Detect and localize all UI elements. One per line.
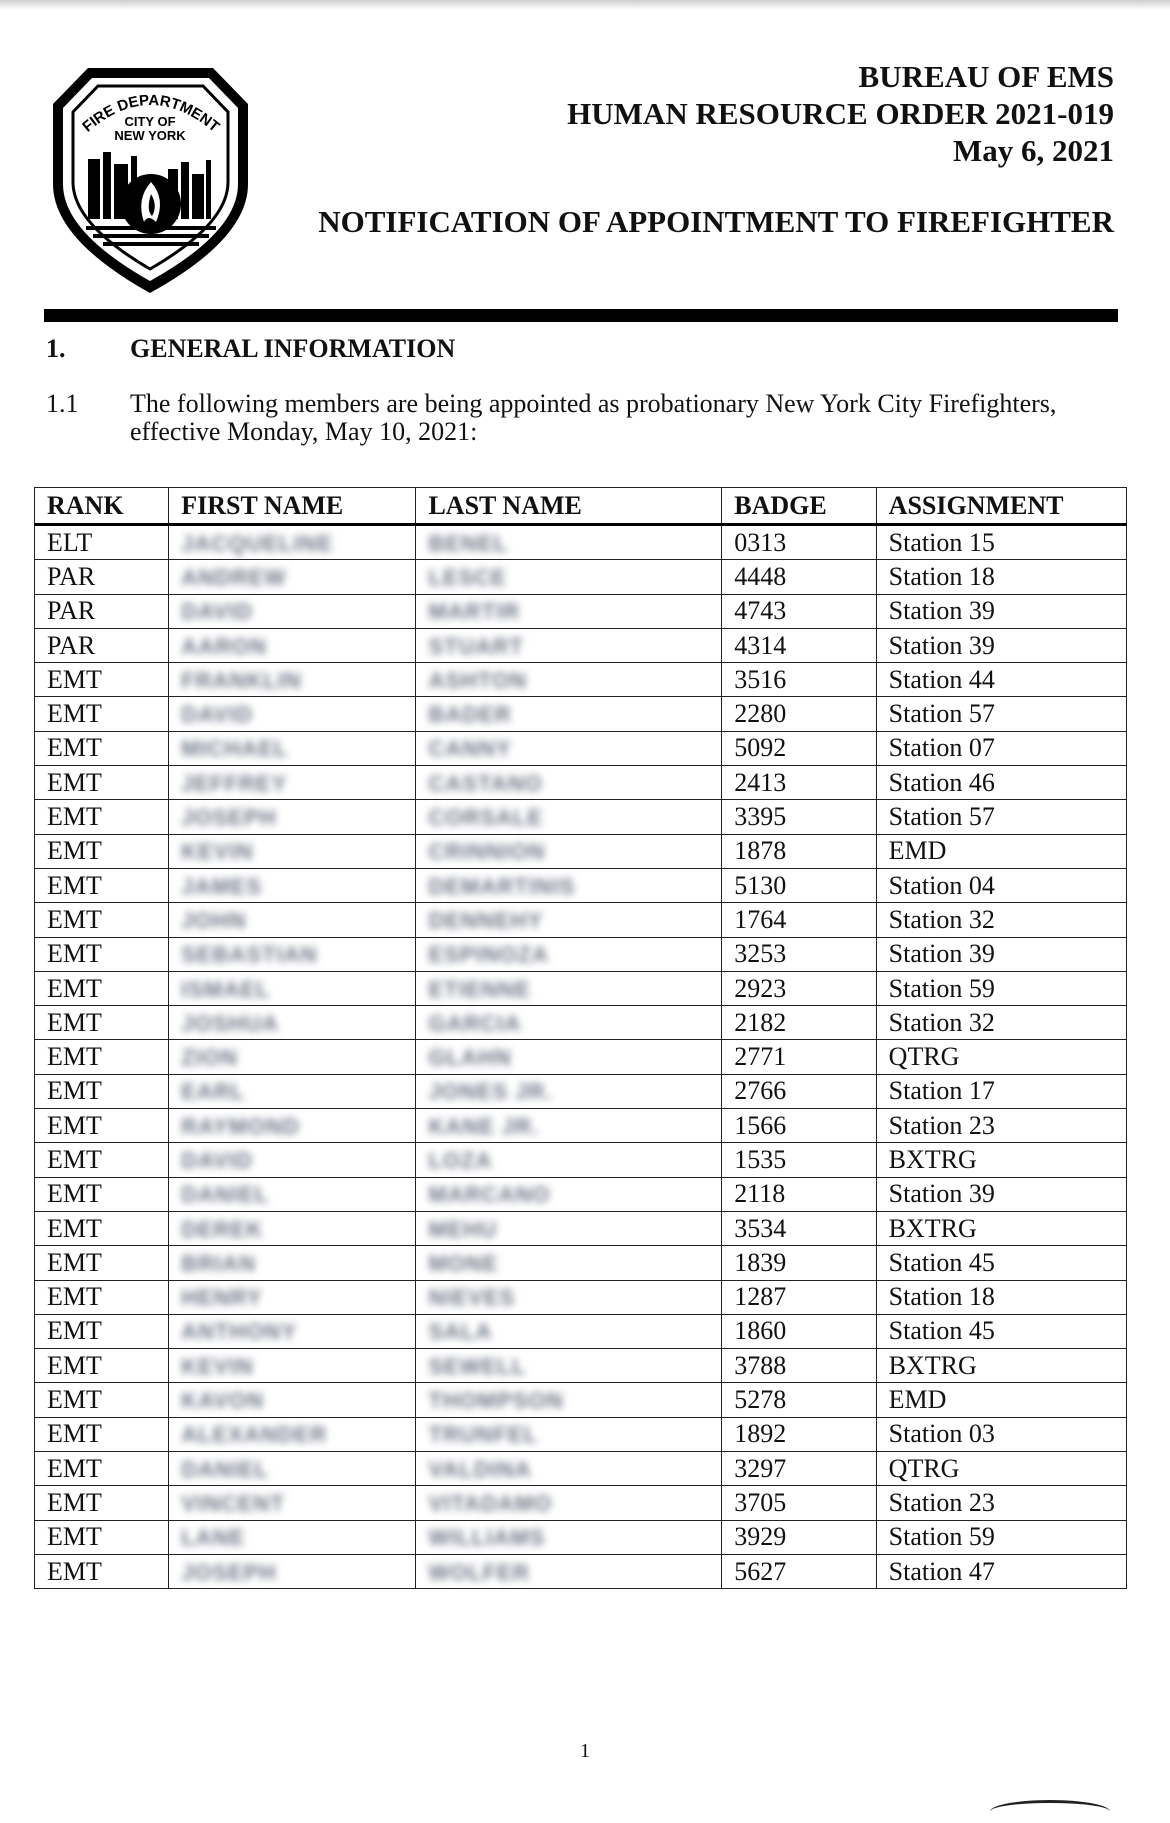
- cell-last-name: [416, 663, 722, 697]
- redacted-name: JONES JR.: [428, 1079, 553, 1105]
- cell-first-name: [169, 868, 416, 902]
- cell-rank: PAR: [35, 628, 169, 662]
- table-row: [35, 628, 1127, 662]
- cell-last-name: [416, 971, 722, 1005]
- cell-badge: 1566: [722, 1109, 876, 1143]
- cell-rank: EMT: [35, 1486, 169, 1520]
- cell-first-name: [169, 1143, 416, 1177]
- table-row: [35, 1177, 1127, 1211]
- cell-last-name: [416, 1349, 722, 1383]
- paragraph-text: The following members are being appointed as probationary New York City Firefighters, effective Monday, May 10, 2021:: [130, 389, 1057, 446]
- table-row: [35, 1143, 1127, 1177]
- cell-badge: 5130: [722, 868, 876, 902]
- order-number: HUMAN RESOURCE ORDER 2021-019: [567, 96, 1114, 131]
- svg-text:NEW YORK: NEW YORK: [114, 128, 186, 143]
- cell-badge: 1878: [722, 834, 876, 868]
- redacted-name: VINCENT: [181, 1490, 285, 1516]
- redacted-name: HENRY: [181, 1285, 263, 1311]
- cell-first-name: [169, 1349, 416, 1383]
- table-row: [35, 1417, 1127, 1451]
- cell-last-name: [416, 1040, 722, 1074]
- cell-badge: 5278: [722, 1383, 876, 1417]
- cell-rank: EMT: [35, 903, 169, 937]
- cell-badge: 1839: [722, 1246, 876, 1280]
- table-row: [35, 1452, 1127, 1486]
- cell-rank: EMT: [35, 1006, 169, 1040]
- paragraph-number: 1.1: [46, 389, 79, 418]
- redacted-name: KEVIN: [181, 1353, 254, 1379]
- cell-last-name: [416, 1006, 722, 1040]
- cell-badge: 1535: [722, 1143, 876, 1177]
- cell-assignment: Station 32: [876, 903, 1126, 937]
- table-row: [35, 903, 1127, 937]
- cell-first-name: [169, 1554, 416, 1588]
- cell-last-name: [416, 766, 722, 800]
- cell-last-name: [416, 1211, 722, 1245]
- cell-rank: EMT: [35, 1109, 169, 1143]
- table-row: [35, 1486, 1127, 1520]
- table-row: [35, 937, 1127, 971]
- redacted-name: SEBASTIAN: [181, 942, 318, 968]
- redacted-name: JOSHUA: [181, 1010, 279, 1036]
- cell-rank: EMT: [35, 1040, 169, 1074]
- table-row: [35, 1520, 1127, 1554]
- cell-assignment: BXTRG: [876, 1143, 1126, 1177]
- cell-first-name: [169, 594, 416, 628]
- appointment-table: [34, 487, 1127, 1589]
- cell-rank: EMT: [35, 1554, 169, 1588]
- redacted-name: ALEXANDER: [181, 1422, 328, 1448]
- cell-first-name: [169, 834, 416, 868]
- cell-assignment: Station 46: [876, 766, 1126, 800]
- cell-rank: EMT: [35, 1177, 169, 1211]
- cell-last-name: [416, 1280, 722, 1314]
- cell-first-name: [169, 560, 416, 594]
- cell-first-name: [169, 731, 416, 765]
- cell-last-name: [416, 1383, 722, 1417]
- cell-badge: 0313: [722, 525, 876, 560]
- redacted-name: CASTANO: [428, 770, 543, 796]
- cell-assignment: Station 57: [876, 800, 1126, 834]
- cell-last-name: [416, 628, 722, 662]
- redacted-name: DEREK: [181, 1216, 264, 1242]
- cell-rank: EMT: [35, 1143, 169, 1177]
- redacted-name: LOZA: [428, 1147, 493, 1173]
- cell-assignment: Station 47: [876, 1554, 1126, 1588]
- order-header: [567, 58, 1114, 169]
- cell-first-name: [169, 1452, 416, 1486]
- cell-rank: EMT: [35, 766, 169, 800]
- table-row: [35, 1040, 1127, 1074]
- redacted-name: VITADAMO: [428, 1490, 553, 1516]
- cell-assignment: Station 45: [876, 1246, 1126, 1280]
- table-row: [35, 1554, 1127, 1588]
- viewer-corner-mark: [990, 1800, 1110, 1823]
- redacted-name: JEFFREY: [181, 770, 288, 796]
- redacted-name: CORSALE: [428, 805, 544, 831]
- redacted-name: ESPINOZA: [428, 942, 549, 968]
- cell-last-name: [416, 525, 722, 560]
- cell-badge: 3929: [722, 1520, 876, 1554]
- cell-first-name: [169, 1314, 416, 1348]
- section-heading: [46, 334, 455, 364]
- header-rank: RANK: [35, 488, 169, 525]
- cell-first-name: [169, 937, 416, 971]
- redacted-name: ISMAEL: [181, 976, 271, 1002]
- cell-last-name: [416, 937, 722, 971]
- cell-badge: 1860: [722, 1314, 876, 1348]
- cell-first-name: [169, 525, 416, 560]
- cell-assignment: Station 39: [876, 937, 1126, 971]
- viewer-top-strip: [0, 0, 1170, 10]
- redacted-name: JACQUELINE: [181, 530, 334, 556]
- cell-assignment: Station 32: [876, 1006, 1126, 1040]
- table-row: [35, 1280, 1127, 1314]
- cell-assignment: Station 18: [876, 1280, 1126, 1314]
- cell-rank: EMT: [35, 1280, 169, 1314]
- redacted-name: DEMARTINIS: [428, 873, 576, 899]
- cell-assignment: BXTRG: [876, 1349, 1126, 1383]
- cell-first-name: [169, 663, 416, 697]
- cell-badge: 5092: [722, 731, 876, 765]
- cell-assignment: Station 03: [876, 1417, 1126, 1451]
- cell-badge: 3395: [722, 800, 876, 834]
- redacted-name: WOLFER: [428, 1559, 530, 1585]
- cell-rank: EMT: [35, 1314, 169, 1348]
- cell-assignment: Station 04: [876, 868, 1126, 902]
- header-assignment: ASSIGNMENT: [876, 488, 1126, 525]
- redacted-name: AARON: [181, 633, 267, 659]
- redacted-name: ANDREW: [181, 564, 287, 590]
- table-row: [35, 1383, 1127, 1417]
- redacted-name: DAVID: [181, 702, 254, 728]
- svg-text:FIRE DEPARTMENT: FIRE DEPARTMENT: [79, 91, 223, 136]
- cell-badge: 2118: [722, 1177, 876, 1211]
- table-row: [35, 1211, 1127, 1245]
- cell-first-name: [169, 1383, 416, 1417]
- cell-badge: 2182: [722, 1006, 876, 1040]
- cell-first-name: [169, 1280, 416, 1314]
- cell-first-name: [169, 1211, 416, 1245]
- table-row: [35, 971, 1127, 1005]
- cell-first-name: [169, 800, 416, 834]
- redacted-name: STUART: [428, 633, 524, 659]
- redacted-name: RAYMOND: [181, 1113, 300, 1139]
- table-row: [35, 868, 1127, 902]
- redacted-name: KANE JR.: [428, 1113, 540, 1139]
- redacted-name: GLAHN: [428, 1045, 512, 1071]
- cell-badge: 4743: [722, 594, 876, 628]
- cell-last-name: [416, 903, 722, 937]
- cell-last-name: [416, 868, 722, 902]
- cell-assignment: Station 15: [876, 525, 1126, 560]
- table-row: [35, 594, 1127, 628]
- cell-first-name: [169, 971, 416, 1005]
- redacted-name: KEVIN: [181, 839, 254, 865]
- redacted-name: KAVON: [181, 1388, 265, 1414]
- cell-last-name: [416, 560, 722, 594]
- redacted-name: CANNY: [428, 736, 512, 762]
- cell-badge: 3253: [722, 937, 876, 971]
- redacted-name: JAMES: [181, 873, 263, 899]
- redacted-name: LESCE: [428, 564, 507, 590]
- table-header-row: [35, 488, 1127, 525]
- cell-badge: 4314: [722, 628, 876, 662]
- cell-rank: EMT: [35, 937, 169, 971]
- redacted-name: JOHN: [181, 907, 247, 933]
- cell-rank: EMT: [35, 1417, 169, 1451]
- redacted-name: THOMPSON: [428, 1388, 564, 1414]
- cell-last-name: [416, 800, 722, 834]
- redacted-name: MONE: [428, 1250, 499, 1276]
- cell-rank: EMT: [35, 1452, 169, 1486]
- cell-badge: 1287: [722, 1280, 876, 1314]
- cell-last-name: [416, 834, 722, 868]
- cell-rank: EMT: [35, 663, 169, 697]
- table-row: [35, 1349, 1127, 1383]
- cell-rank: EMT: [35, 1211, 169, 1245]
- section-title: GENERAL INFORMATION: [130, 334, 456, 363]
- redacted-name: ANTHONY: [181, 1319, 297, 1345]
- cell-badge: 2280: [722, 697, 876, 731]
- table-row: [35, 1074, 1127, 1108]
- redacted-name: LANE: [181, 1525, 246, 1551]
- cell-badge: 3516: [722, 663, 876, 697]
- redacted-name: GARCIA: [428, 1010, 522, 1036]
- cell-first-name: [169, 1109, 416, 1143]
- redacted-name: NIEVES: [428, 1285, 516, 1311]
- svg-text:CITY OF: CITY OF: [124, 114, 176, 129]
- redacted-name: SALA: [428, 1319, 493, 1345]
- redacted-name: DAVID: [181, 599, 254, 625]
- redacted-name: ETIENNE: [428, 976, 531, 1002]
- cell-assignment: BXTRG: [876, 1211, 1126, 1245]
- cell-rank: EMT: [35, 800, 169, 834]
- table-row: [35, 663, 1127, 697]
- redacted-name: WILLIAMS: [428, 1525, 546, 1551]
- cell-last-name: [416, 697, 722, 731]
- redacted-name: JOSEPH: [181, 805, 277, 831]
- cell-assignment: Station 45: [876, 1314, 1126, 1348]
- table-row: [35, 766, 1127, 800]
- redacted-name: MEHU: [428, 1216, 498, 1242]
- cell-last-name: [416, 1554, 722, 1588]
- cell-assignment: QTRG: [876, 1040, 1126, 1074]
- cell-first-name: [169, 1074, 416, 1108]
- cell-assignment: EMD: [876, 1383, 1126, 1417]
- cell-last-name: [416, 594, 722, 628]
- cell-assignment: Station 17: [876, 1074, 1126, 1108]
- cell-badge: 3534: [722, 1211, 876, 1245]
- cell-last-name: [416, 1452, 722, 1486]
- cell-last-name: [416, 1486, 722, 1520]
- cell-badge: 4448: [722, 560, 876, 594]
- cell-last-name: [416, 1177, 722, 1211]
- table-row: [35, 731, 1127, 765]
- cell-assignment: Station 57: [876, 697, 1126, 731]
- cell-rank: PAR: [35, 594, 169, 628]
- cell-first-name: [169, 1246, 416, 1280]
- table-row: [35, 1314, 1127, 1348]
- cell-first-name: [169, 1520, 416, 1554]
- redacted-name: ASHTON: [428, 667, 527, 693]
- table-row: [35, 1246, 1127, 1280]
- cell-assignment: Station 39: [876, 1177, 1126, 1211]
- cell-badge: 3705: [722, 1486, 876, 1520]
- cell-rank: EMT: [35, 834, 169, 868]
- cell-rank: EMT: [35, 1383, 169, 1417]
- table-row: [35, 1006, 1127, 1040]
- cell-badge: 2923: [722, 971, 876, 1005]
- cell-first-name: [169, 1486, 416, 1520]
- table-row: [35, 1109, 1127, 1143]
- cell-badge: 1764: [722, 903, 876, 937]
- cell-rank: EMT: [35, 868, 169, 902]
- cell-assignment: Station 23: [876, 1486, 1126, 1520]
- header-last-name: LAST NAME: [416, 488, 722, 525]
- redacted-name: DANIEL: [181, 1182, 270, 1208]
- cell-badge: 3297: [722, 1452, 876, 1486]
- cell-first-name: [169, 697, 416, 731]
- cell-last-name: [416, 1520, 722, 1554]
- cell-assignment: Station 44: [876, 663, 1126, 697]
- cell-assignment: Station 39: [876, 628, 1126, 662]
- cell-first-name: [169, 766, 416, 800]
- redacted-name: TRUNFEL: [428, 1422, 539, 1448]
- cell-rank: EMT: [35, 1520, 169, 1554]
- cell-assignment: Station 59: [876, 971, 1126, 1005]
- redacted-name: MARTIR: [428, 599, 521, 625]
- redacted-name: SEWELL: [428, 1353, 527, 1379]
- cell-first-name: [169, 1177, 416, 1211]
- header-badge: BADGE: [722, 488, 876, 525]
- cell-first-name: [169, 903, 416, 937]
- cell-last-name: [416, 1109, 722, 1143]
- redacted-name: EARL: [181, 1079, 246, 1105]
- redacted-name: BENEL: [428, 530, 509, 556]
- cell-last-name: [416, 731, 722, 765]
- cell-badge: 2771: [722, 1040, 876, 1074]
- cell-rank: EMT: [35, 1246, 169, 1280]
- table-row: [35, 800, 1127, 834]
- redacted-name: MICHAEL: [181, 736, 289, 762]
- cell-assignment: Station 18: [876, 560, 1126, 594]
- cell-rank: EMT: [35, 1349, 169, 1383]
- cell-assignment: QTRG: [876, 1452, 1126, 1486]
- cell-first-name: [169, 1006, 416, 1040]
- redacted-name: DANIEL: [181, 1456, 270, 1482]
- cell-last-name: [416, 1143, 722, 1177]
- cell-rank: EMT: [35, 697, 169, 731]
- cell-badge: 5627: [722, 1554, 876, 1588]
- redacted-name: FRANKLIN: [181, 667, 302, 693]
- cell-assignment: Station 07: [876, 731, 1126, 765]
- cell-last-name: [416, 1246, 722, 1280]
- redacted-name: DAVID: [181, 1147, 254, 1173]
- cell-badge: 1892: [722, 1417, 876, 1451]
- page-number: 1: [580, 1740, 590, 1762]
- cell-assignment: Station 59: [876, 1520, 1126, 1554]
- cell-rank: EMT: [35, 731, 169, 765]
- redacted-name: ZION: [181, 1045, 238, 1071]
- redacted-name: VALDINA: [428, 1456, 532, 1482]
- redacted-name: BADER: [428, 702, 512, 728]
- fdny-logo: [48, 64, 253, 297]
- cell-rank: PAR: [35, 560, 169, 594]
- cell-last-name: [416, 1417, 722, 1451]
- cell-badge: 3788: [722, 1349, 876, 1383]
- cell-first-name: [169, 1417, 416, 1451]
- cell-badge: 2413: [722, 766, 876, 800]
- notification-title: NOTIFICATION OF APPOINTMENT TO FIREFIGHTER: [318, 204, 1114, 239]
- bureau-title: BUREAU OF EMS: [858, 59, 1114, 94]
- header-divider: [44, 309, 1118, 322]
- section-number: 1.: [46, 334, 66, 363]
- table-row: [35, 834, 1127, 868]
- table-row: [35, 560, 1127, 594]
- redacted-name: JOSEPH: [181, 1559, 277, 1585]
- header-first-name: FIRST NAME: [169, 488, 416, 525]
- redacted-name: CRINNION: [428, 839, 546, 865]
- cell-first-name: [169, 628, 416, 662]
- cell-badge: 2766: [722, 1074, 876, 1108]
- cell-first-name: [169, 1040, 416, 1074]
- table-row: [35, 525, 1127, 560]
- cell-rank: ELT: [35, 525, 169, 560]
- redacted-name: BRIAN: [181, 1250, 256, 1276]
- cell-rank: EMT: [35, 971, 169, 1005]
- cell-last-name: [416, 1074, 722, 1108]
- cell-assignment: Station 23: [876, 1109, 1126, 1143]
- table-row: [35, 697, 1127, 731]
- cell-last-name: [416, 1314, 722, 1348]
- table-body: [35, 525, 1127, 1589]
- cell-assignment: Station 39: [876, 594, 1126, 628]
- redacted-name: MARCANO: [428, 1182, 551, 1208]
- order-date: May 6, 2021: [952, 133, 1114, 168]
- cell-assignment: EMD: [876, 834, 1126, 868]
- redacted-name: DENNEHY: [428, 907, 544, 933]
- cell-rank: EMT: [35, 1074, 169, 1108]
